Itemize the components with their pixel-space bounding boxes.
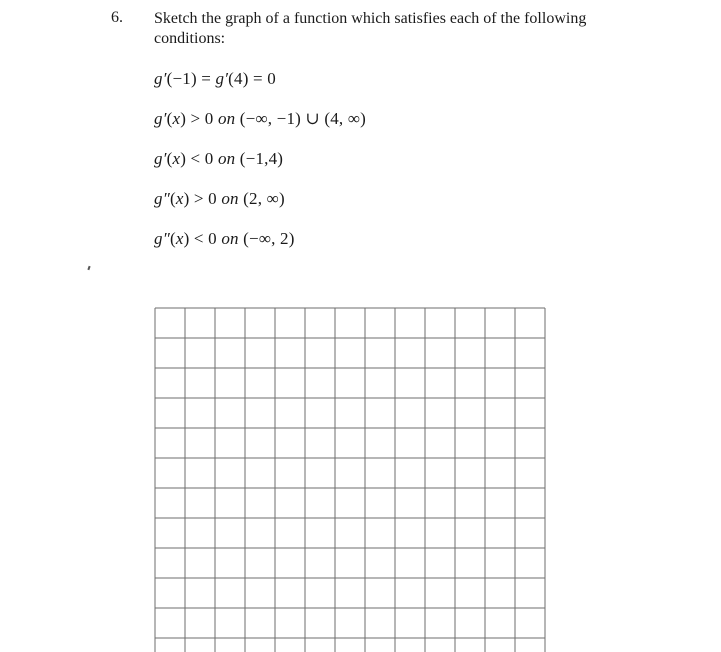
condition-1-expression-2: (4) = 0 — [228, 69, 276, 88]
condition-3-variable: x — [172, 149, 181, 168]
condition-4-on: on — [221, 189, 239, 208]
condition-3-function: g′ — [154, 149, 167, 168]
condition-2-variable: x — [172, 109, 181, 128]
condition-5-variable: x — [175, 229, 184, 248]
condition-5-inequality: ) < 0 — [183, 229, 222, 248]
condition-3-interval: (−1,4) — [235, 149, 284, 168]
question-number: 6. — [111, 9, 123, 26]
condition-2-inequality: ) > 0 — [180, 109, 218, 128]
condition-4-function: g″ — [154, 189, 170, 208]
condition-5-interval: (−∞, 2) — [238, 229, 295, 248]
condition-1-expression: (−1) = — [166, 69, 216, 88]
condition-4-open: ( — [169, 189, 176, 208]
condition-5-function: g″ — [154, 229, 170, 248]
condition-2-open: ( — [166, 109, 173, 128]
condition-5-on: on — [221, 229, 239, 248]
condition-5-open: ( — [169, 229, 176, 248]
condition-2-on: on — [217, 109, 236, 128]
condition-2-interval: (−∞, −1) ∪ (4, ∞) — [235, 109, 367, 128]
condition-3-open: ( — [166, 149, 173, 168]
condition-2-function: g′ — [154, 109, 167, 128]
condition-4-inequality: ) > 0 — [183, 189, 222, 208]
condition-3-on: on — [217, 149, 236, 168]
condition-3-inequality: ) < 0 — [180, 149, 218, 168]
condition-4-variable: x — [175, 189, 184, 208]
condition-4-interval: (2, ∞) — [238, 189, 285, 208]
condition-1-function-2: g′ — [215, 69, 229, 88]
question-prompt: Sketch the graph of a function which satisfies each of the following conditions: — [154, 10, 587, 47]
condition-1-function: g′ — [154, 69, 167, 88]
